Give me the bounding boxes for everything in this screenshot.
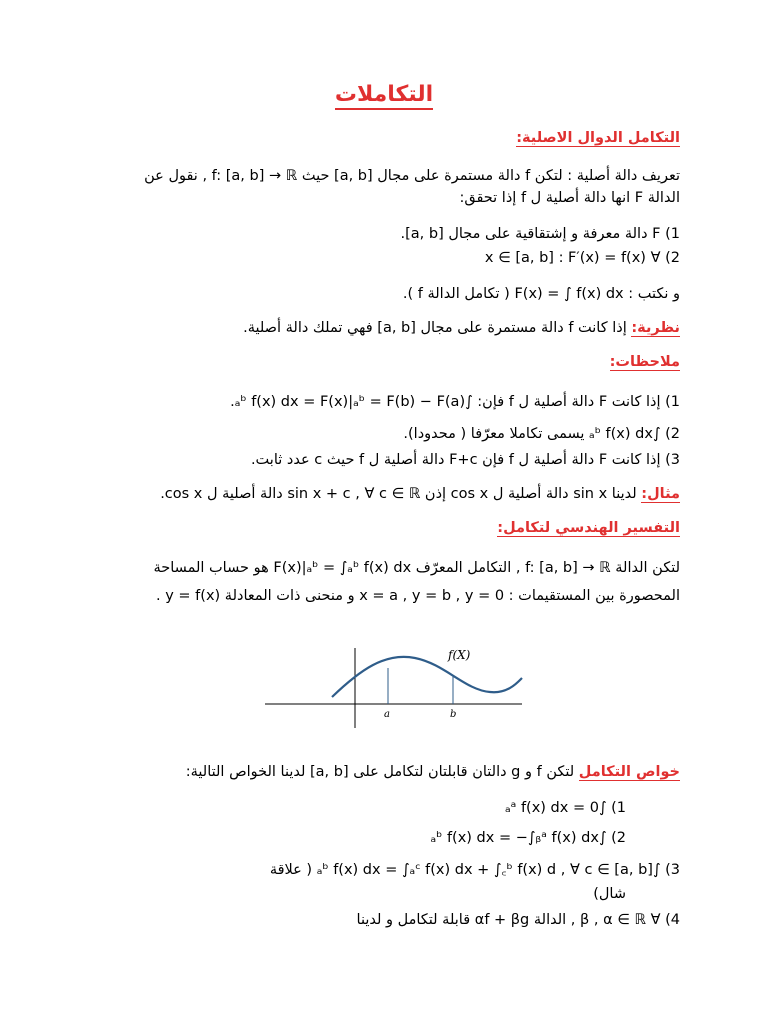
note-2: 2) ∫ₐᵇ f(x) dx يسمى تكاملا معرّفا ( محدودا). <box>403 426 680 442</box>
section-heading-antiderivatives: التكامل الدوال الاصلية: <box>516 130 680 146</box>
geometric-line-2: المحصورة بين المستقيمات : x = a , y = b , y = 0 و منحنى ذات المعادلة y = f(x) . <box>156 588 680 604</box>
condition-2: 2) ∀ x ∈ [a, b] : F′(x) = f(x) <box>484 250 680 266</box>
section-heading-properties: خواص التكامل <box>578 764 680 780</box>
function-curve <box>332 657 522 697</box>
page-title: التكاملات <box>0 82 768 107</box>
example-label: مثال: <box>641 486 680 502</box>
property-3-continued: شال) <box>593 886 626 902</box>
curve-label: f(X) <box>448 648 471 662</box>
property-3: 3) ∫ₐᵇ f(x) dx = ∫ₐᶜ f(x) dx + ∫꜀ᵇ f(x) d , ∀ c ∈ [a, b] ( علاقة <box>269 862 680 878</box>
properties-intro: لتكن f و g دالتان قابلتان لتكامل على [a, b] لدينا الخواص التالية: <box>185 764 579 780</box>
condition-1: 1) F دالة معرفة و إشتقاقية على مجال [a, b]. <box>400 226 680 242</box>
example-line <box>160 484 680 504</box>
theorem-line <box>243 318 680 338</box>
geometric-line-1: لتكن الدالة f: [a, b] → ℝ , التكامل المعرّف F(x)|ₐᵇ = ∫ₐᵇ f(x) dx هو حساب المساحة <box>153 560 680 576</box>
graph-svg <box>260 640 530 730</box>
property-4: 4) ∀ β , α ∈ ℝ , الدالة αf + βg قابلة لتكامل و لدينا <box>356 912 680 928</box>
property-1: 1) ∫ₐᵃ f(x) dx = 0 <box>504 800 626 816</box>
properties-line <box>186 762 680 782</box>
section-heading-geometric: التفسير الهندسي لتكامل: <box>497 520 680 536</box>
example-text: لدينا sin x دالة أصلية ل cos x إذن sin x + c , ∀ c ∈ ℝ دالة أصلية ل cos x. <box>160 486 642 502</box>
theorem-label: نظرية: <box>631 320 680 336</box>
section-heading-notes: ملاحظات: <box>609 354 680 370</box>
integral-graph <box>260 640 530 730</box>
note-1: 1) إذا كانت F دالة أصلية ل f فإن: ∫ₐᵇ f(x) dx = F(x)|ₐᵇ = F(b) − F(a). <box>230 394 680 410</box>
theorem-text: إذا كانت f دالة مستمرة على مجال [a, b] فهي تملك دالة أصلية. <box>243 320 632 336</box>
definition-line-2: الدالة F انها دالة أصلية ل f إذا تحقق: <box>459 190 680 206</box>
property-2: 2) ∫ₐᵇ f(x) dx = −∫ᵦᵃ f(x) dx <box>430 830 626 846</box>
note-3: 3) إذا كانت F دالة أصلية ل f فإن F+c دالة أصلية ل f حيث c عدد ثابت. <box>250 452 680 468</box>
definition-line-1: تعريف دالة أصلية : لتكن f دالة مستمرة على مجال [a, b] حيث f: [a, b] → ℝ , نقول عن <box>144 168 680 184</box>
tick-b-label: b <box>450 709 457 720</box>
notation-line: و نكتب : F(x) = ∫ f(x) dx ( تكامل الدالة f ). <box>402 286 680 302</box>
tick-a-label: a <box>384 709 390 720</box>
